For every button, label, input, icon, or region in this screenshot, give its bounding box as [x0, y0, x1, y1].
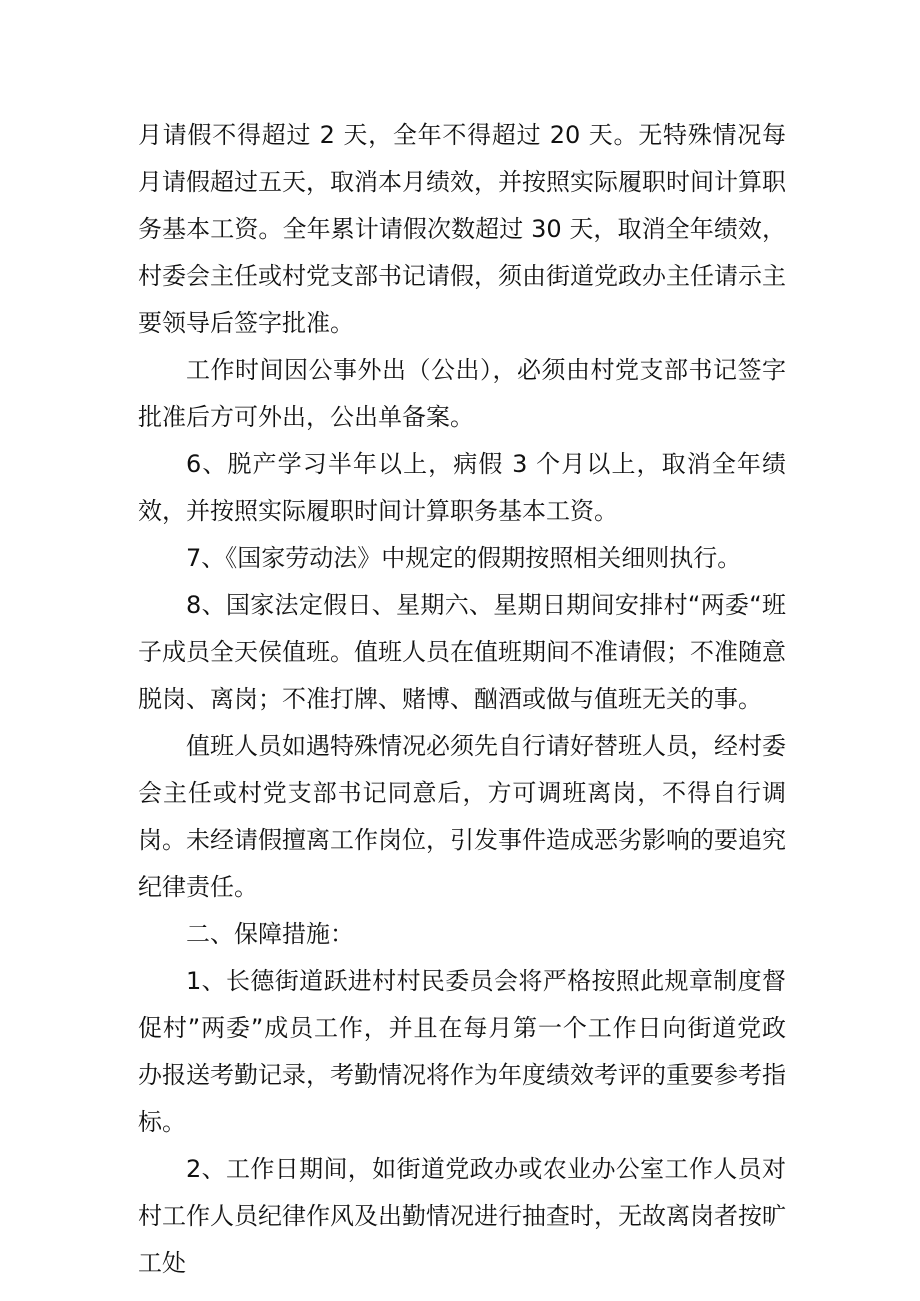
paragraph-safeguard-2: 2、工作日期间，如街道党政办或农业办公室工作人员对村工作人员纪律作风及出勤情况进行抽查时，无故离岗者按旷工处 [138, 1155, 786, 1277]
paragraph-duty-substitute: 值班人员如遇特殊情况必须先自行请好替班人员，经村委会主任或村党支部书记同意后，方可调班离岗，不得自行调岗。未经请假擅离工作岗位，引发事件造成恶劣影响的要追究纪律责任。 [138, 732, 786, 901]
paragraph-safeguard-1: 1、长德街道跃进村村民委员会将严格按照此规章制度督促村”两委”成员工作，并且在每月第一个工作日向街道党政办报送考勤记录，考勤情况将作为年度绩效考评的重要参考指标。 [138, 967, 786, 1136]
paragraph-official-outing: 工作时间因公事外出（公出），必须由村党支部书记签字批准后方可外出，公出单备案。 [138, 356, 786, 431]
paragraph-item-6: 6、脱产学习半年以上，病假 3 个月以上，取消全年绩效，并按照实际履职时间计算职务基本工资。 [138, 450, 786, 525]
paragraph-leave-limits: 月请假不得超过 2 天，全年不得超过 20 天。无特殊情况每月请假超过五天，取消本月绩效，并按照实际履职时间计算职务基本工资。全年累计请假次数超过 30 天，取消全年绩效，村委会主任或村党支部书记请假，须由街道党政办主任请示主要领导后签字批准。 [138, 121, 786, 337]
paragraph-item-8: 8、国家法定假日、星期六、星期日期间安排村“两委“班子成员全天侯值班。值班人员在值班期间不准请假；不准随意脱岗、离岗；不准打牌、赌博、酗酒或做与值班无关的事。 [138, 591, 786, 713]
section-heading-safeguards: 二、保障措施： [186, 920, 354, 948]
paragraph-item-7: 7、《国家劳动法》中规定的假期按照相关细则执行。 [186, 544, 742, 572]
document-body [138, 112, 786, 1287]
